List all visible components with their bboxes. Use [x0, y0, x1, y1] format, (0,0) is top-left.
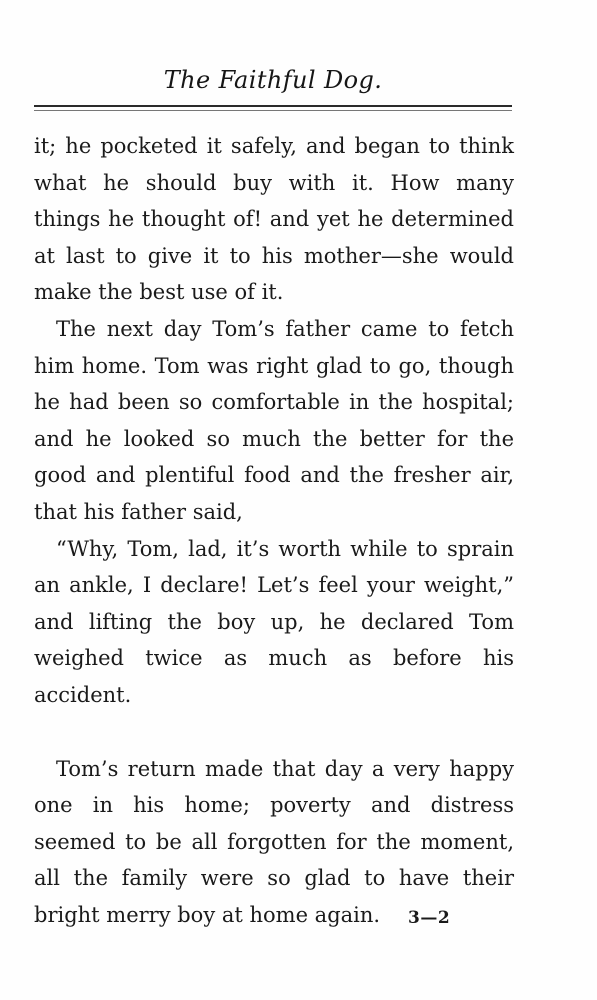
- paragraph-return-home: Tom’s return made that day a very happy one in his home; poverty and distress seemed to be all forgotten for the moment, all the family were so glad to have their bright merry boy at home again.: [34, 756, 514, 927]
- paragraph-father-quote: “Why, Tom, lad, it’s worth while to sprain an ankle, I declare! Let’s feel your weight,” and lifting the boy up, he declared Tom weighed twice as much as before his accident.: [34, 536, 514, 707]
- signature-mark: 3—2: [408, 908, 451, 928]
- body-text: [34, 128, 514, 933]
- paragraph-continuation: it; he pocketed it safely, and began to think what he should buy with it. How many things he thought of! and yet he determined at last to give it to his mother—she would make the best use of it.: [34, 134, 514, 305]
- header-rule: [34, 105, 512, 107]
- paragraph-fathers-visit: The next day Tom’s father came to fetch him home. Tom was right glad to go, though he had been so comfortable in the hospital; and he looked so much the better for the good and plentiful food and the fresher air, that his father said,: [34, 316, 514, 524]
- header-rule-thin: [34, 110, 512, 111]
- running-title: The Faithful Dog.: [163, 66, 383, 94]
